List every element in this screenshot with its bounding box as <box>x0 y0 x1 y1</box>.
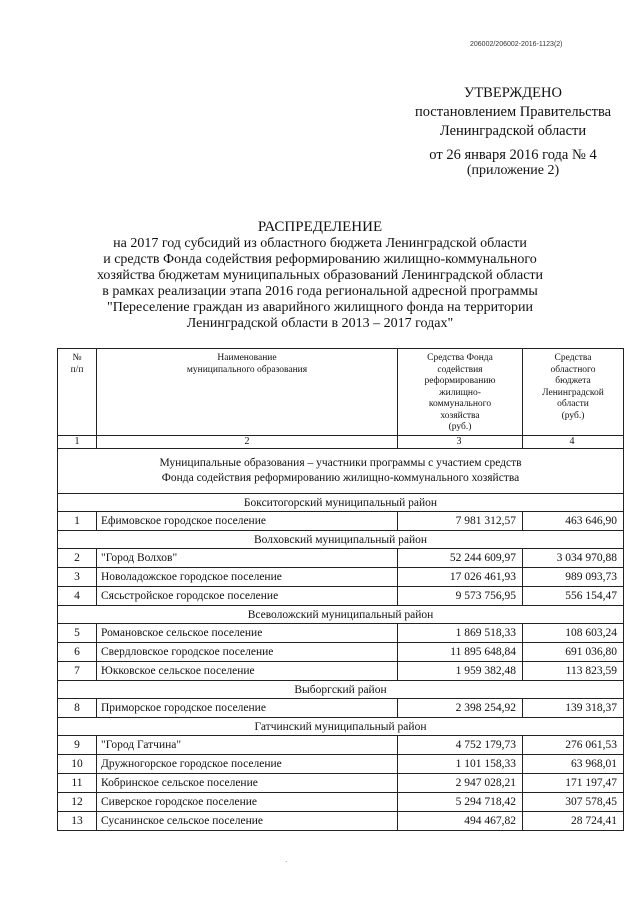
table-row <box>58 512 624 531</box>
municipality-name: Сусанинское сельское поселение <box>97 812 398 831</box>
municipality-name: "Город Гатчина" <box>97 736 398 755</box>
district-name: Всеволожский муниципальный район <box>58 606 624 624</box>
approval-date: от 26 января 2016 года № 4 <box>429 147 597 163</box>
row-number: 1 <box>58 512 97 531</box>
column-number: 3 <box>398 436 523 449</box>
budget-amount: 108 603,24 <box>523 624 624 643</box>
municipality-name: Романовское сельское поселение <box>97 624 398 643</box>
table-row <box>58 793 624 812</box>
approval-line: постановлением Правительства <box>414 104 612 120</box>
municipality-name: Свердловское городское поселение <box>97 643 398 662</box>
header-name: Наименование муниципального образования <box>97 349 398 436</box>
fund-amount: 5 294 718,42 <box>398 793 523 812</box>
budget-amount: 989 093,73 <box>523 568 624 587</box>
table-row <box>58 624 624 643</box>
budget-amount: 307 578,45 <box>523 793 624 812</box>
section-title: Муниципальные образования – участники программы с участием средств Фонда содействия реформированию жилищно-коммунального хозяйства <box>58 449 624 494</box>
budget-amount: 113 823,59 <box>523 662 624 681</box>
column-number-row <box>58 436 624 449</box>
municipality-name: Дружногорское городское поселение <box>97 755 398 774</box>
table-row <box>58 736 624 755</box>
table-row <box>58 755 624 774</box>
title-line: Ленинградской области в 2013 – 2017 годах" <box>186 316 454 331</box>
title-line: хозяйства бюджетам муниципальных образований Ленинградской области <box>96 268 544 283</box>
district-row <box>58 494 624 512</box>
fund-amount: 494 467,82 <box>398 812 523 831</box>
fund-amount: 11 895 648,84 <box>398 643 523 662</box>
fund-amount: 7 981 312,57 <box>398 512 523 531</box>
approval-block <box>398 84 628 177</box>
row-number: 5 <box>58 624 97 643</box>
municipality-name: Приморское городское поселение <box>97 699 398 718</box>
row-number: 11 <box>58 774 97 793</box>
budget-amount: 63 968,01 <box>523 755 624 774</box>
municipality-name: Сясьстройское городское поселение <box>97 587 398 606</box>
fund-amount: 1 101 158,33 <box>398 755 523 774</box>
row-number: 9 <box>58 736 97 755</box>
row-number: 10 <box>58 755 97 774</box>
header-num: № п/п <box>58 349 97 436</box>
budget-amount: 3 034 970,88 <box>523 549 624 568</box>
fund-amount: 9 573 756,95 <box>398 587 523 606</box>
table-row <box>58 699 624 718</box>
fund-amount: 4 752 179,73 <box>398 736 523 755</box>
district-name: Волховский муниципальный район <box>58 531 624 549</box>
approval-heading: УТВЕРЖДЕНО <box>464 85 562 101</box>
title-heading: РАСПРЕДЕЛЕНИЕ <box>257 219 383 235</box>
row-number: 6 <box>58 643 97 662</box>
budget-amount: 691 036,80 <box>523 643 624 662</box>
column-number: 4 <box>523 436 624 449</box>
table-row <box>58 774 624 793</box>
fund-amount: 1 869 518,33 <box>398 624 523 643</box>
district-row <box>58 606 624 624</box>
district-row <box>58 681 624 699</box>
budget-amount: 171 197,47 <box>523 774 624 793</box>
row-number: 3 <box>58 568 97 587</box>
district-name: Гатчинский муниципальный район <box>58 718 624 736</box>
municipality-name: Новоладожское городское поселение <box>97 568 398 587</box>
district-row <box>58 531 624 549</box>
municipality-name: "Город Волхов" <box>97 549 398 568</box>
district-name: Бокситогорский муниципальный район <box>58 494 624 512</box>
row-number: 2 <box>58 549 97 568</box>
row-number: 13 <box>58 812 97 831</box>
title-line: в рамках реализации этапа 2016 года региональной адресной программы <box>102 284 538 299</box>
municipality-name: Юкковское сельское поселение <box>97 662 398 681</box>
approval-line: Ленинградской области <box>439 123 587 139</box>
district-row <box>58 718 624 736</box>
fund-amount: 2 398 254,92 <box>398 699 523 718</box>
approval-appendix: (приложение 2) <box>466 163 560 178</box>
title-line: "Переселение граждан из аварийного жилищного фонда на территории <box>107 300 533 315</box>
header-budget: Средства областного бюджета Ленинградской области (руб.) <box>523 349 624 436</box>
table-row <box>58 662 624 681</box>
row-number: 8 <box>58 699 97 718</box>
row-number: 7 <box>58 662 97 681</box>
fund-amount: 52 244 609,97 <box>398 549 523 568</box>
column-number: 2 <box>97 436 398 449</box>
page-mark: · <box>285 858 288 866</box>
row-number: 12 <box>58 793 97 812</box>
table-row <box>58 549 624 568</box>
table-row <box>58 812 624 831</box>
fund-amount: 1 959 382,48 <box>398 662 523 681</box>
municipality-name: Кобринское сельское поселение <box>97 774 398 793</box>
table-row <box>58 587 624 606</box>
municipality-name: Ефимовское городское поселение <box>97 512 398 531</box>
budget-amount: 139 318,37 <box>523 699 624 718</box>
district-name: Выборгский район <box>58 681 624 699</box>
budget-amount: 276 061,53 <box>523 736 624 755</box>
fund-amount: 17 026 461,93 <box>398 568 523 587</box>
header-fund: Средства Фонда содействия реформированию жилищно- коммунального хозяйства (руб.) <box>398 349 523 436</box>
table-row <box>58 568 624 587</box>
budget-amount: 556 154,47 <box>523 587 624 606</box>
fund-amount: 2 947 028,21 <box>398 774 523 793</box>
row-number: 4 <box>58 587 97 606</box>
column-number: 1 <box>58 436 97 449</box>
table-row <box>58 643 624 662</box>
section-title-row <box>58 449 624 494</box>
title-line: и средств Фонда содействия реформированию жилищно-коммунального <box>103 252 537 267</box>
title-line: на 2017 год субсидий из областного бюджета Ленинградской области <box>113 236 527 251</box>
document-number: 206002/206002-2016-1123(2) <box>470 41 563 48</box>
document-title <box>70 219 570 332</box>
table-header-row <box>58 349 624 436</box>
budget-amount: 28 724,41 <box>523 812 624 831</box>
budget-amount: 463 646,90 <box>523 512 624 531</box>
distribution-table <box>57 348 624 831</box>
municipality-name: Сиверское городское поселение <box>97 793 398 812</box>
